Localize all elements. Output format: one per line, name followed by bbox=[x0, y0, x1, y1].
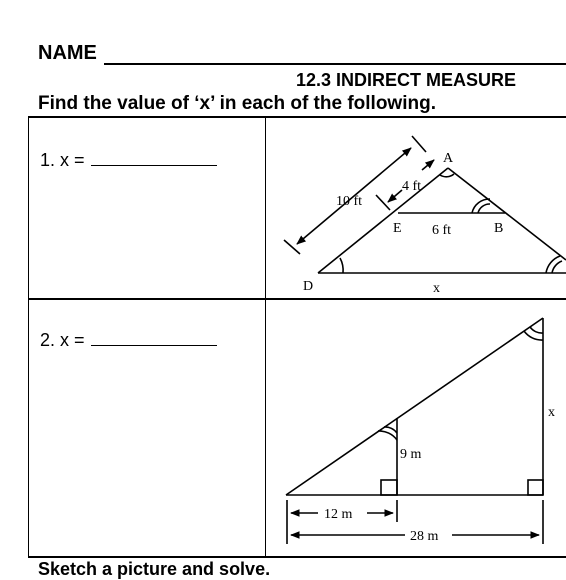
label-x-base: x bbox=[433, 281, 440, 296]
dimension-10ft-tick-bottom bbox=[284, 240, 300, 254]
angle-mark-short-1 bbox=[378, 431, 397, 440]
figure-2-right-triangles bbox=[266, 300, 566, 555]
label-4ft: 4 ft bbox=[402, 179, 422, 194]
lesson-title: 12.3 INDIRECT MEASURE bbox=[296, 70, 517, 90]
dimension-4ft-arrow-up bbox=[422, 160, 434, 170]
angle-mark-tall-2 bbox=[530, 327, 543, 333]
instructions: Find the value of ‘x’ in each of the following. bbox=[38, 93, 436, 114]
label-10ft: 10 ft bbox=[336, 194, 363, 209]
dimension-10ft-tick-top bbox=[412, 136, 426, 152]
side-DA bbox=[318, 168, 448, 273]
table-left-border bbox=[28, 116, 29, 557]
table-bottom-border bbox=[28, 556, 566, 558]
label-x-height: x bbox=[548, 405, 555, 420]
vertex-B-label: B bbox=[494, 221, 504, 236]
footer-instruction: Sketch a picture and solve. bbox=[38, 559, 271, 579]
dimension-4ft-tick bbox=[376, 195, 390, 210]
label-9m: 9 m bbox=[400, 447, 422, 462]
problem-2-label: 2. x = bbox=[40, 330, 85, 350]
dimension-4ft-arrow-down bbox=[388, 190, 402, 202]
hypotenuse bbox=[286, 318, 543, 495]
vertex-A-label: A bbox=[443, 151, 454, 166]
label-12m: 12 m bbox=[324, 507, 353, 522]
angle-mark-D bbox=[340, 258, 343, 273]
label-28m: 28 m bbox=[410, 529, 439, 544]
problem-2-answer-blank[interactable] bbox=[91, 331, 217, 346]
problem-2-answer[interactable] bbox=[40, 330, 217, 351]
angle-mark-C-2 bbox=[552, 261, 562, 273]
right-angle-mark-short bbox=[381, 480, 397, 495]
problem-1-answer-blank[interactable] bbox=[91, 151, 217, 166]
vertex-D-label: D bbox=[303, 279, 314, 294]
name-field-line[interactable] bbox=[104, 63, 566, 65]
figure-1-similar-triangles bbox=[266, 118, 566, 298]
problem-1-answer[interactable] bbox=[40, 150, 217, 171]
side-AC bbox=[448, 168, 566, 260]
label-6ft: 6 ft bbox=[432, 223, 452, 238]
vertex-E-label: E bbox=[393, 221, 402, 236]
problem-1-label: 1. x = bbox=[40, 150, 85, 170]
angle-mark-A bbox=[440, 174, 454, 177]
right-angle-mark-tall bbox=[528, 480, 543, 495]
name-label: NAME bbox=[38, 42, 97, 64]
angle-mark-B-1 bbox=[472, 199, 490, 213]
angle-mark-B-2 bbox=[478, 204, 490, 213]
